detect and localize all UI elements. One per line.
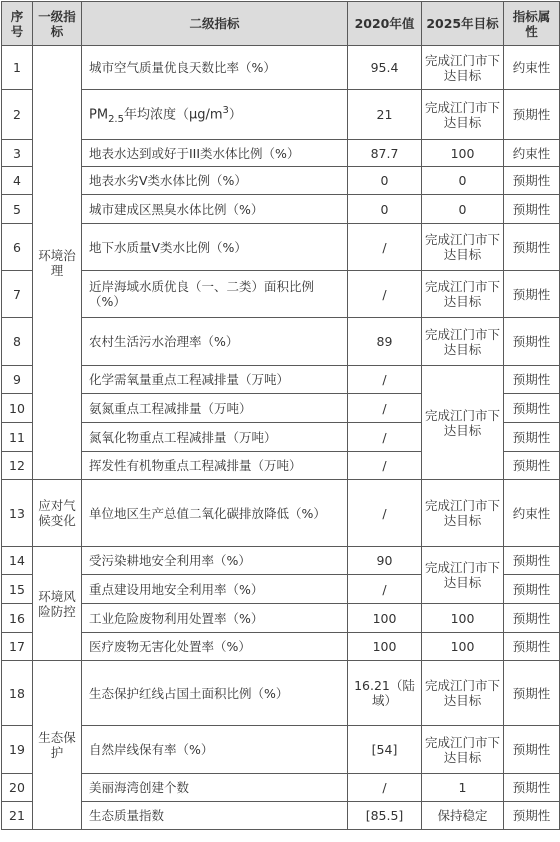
row-name: 医疗废物无害化处置率（%） [82,633,348,661]
row-2025: 100 [422,633,504,661]
row-attr: 预期性 [504,547,560,575]
row-2020: 0 [348,195,422,224]
row-no: 10 [2,394,33,423]
row-attr: 预期性 [504,633,560,661]
row-2020: / [348,423,422,452]
pm-label-post: ） [228,106,242,122]
table-row [2,224,560,271]
row-name: 生态保护红线占国土面积比例（%） [82,661,348,726]
table-row [2,547,560,575]
table-row [2,726,560,774]
row-no: 15 [2,575,33,604]
row-no: 6 [2,224,33,271]
row-attr: 预期性 [504,452,560,480]
row-name: 地表水劣Ⅴ类水体比例（%） [82,167,348,195]
row-2020: 100 [348,633,422,661]
row-no: 19 [2,726,33,774]
table-row [2,774,560,802]
row-attr: 预期性 [504,661,560,726]
row-2020: 100 [348,604,422,633]
row-attr: 预期性 [504,802,560,830]
row-2020: 21 [348,90,422,140]
category-climate: 应对气候变化 [33,480,82,547]
row-attr: 预期性 [504,575,560,604]
row-name: 工业危险废物利用处置率（%） [82,604,348,633]
table-row [2,661,560,726]
row-2020: 0 [348,167,422,195]
pm-label: PM [89,106,109,122]
row-2020: 90 [348,547,422,575]
table-row [2,480,560,547]
row-attr: 约束性 [504,480,560,547]
row-2025: 完成江门市下达目标 [422,726,504,774]
row-2025: 100 [422,140,504,167]
table-row [2,140,560,167]
row-attr: 预期性 [504,90,560,140]
row-no: 8 [2,318,33,366]
row-2020: / [348,224,422,271]
row-attr: 预期性 [504,394,560,423]
row-2025-merged: 完成江门市下达目标 [422,366,504,480]
row-no: 17 [2,633,33,661]
header-level2: 二级指标 [82,2,348,46]
table-row [2,366,560,394]
header-level1: 一级指标 [33,2,82,46]
row-2020: / [348,394,422,423]
table-row [2,633,560,661]
row-name: 城市空气质量优良天数比率（%） [82,46,348,90]
row-2020: 87.7 [348,140,422,167]
table-row [2,271,560,318]
row-2020: [54] [348,726,422,774]
row-name: 受污染耕地安全利用率（%） [82,547,348,575]
indicator-table [1,1,560,830]
row-no: 2 [2,90,33,140]
row-name [82,90,348,140]
table-row [2,167,560,195]
row-attr: 预期性 [504,318,560,366]
header-2020: 2020年值 [348,2,422,46]
row-attr: 预期性 [504,604,560,633]
row-attr: 预期性 [504,423,560,452]
row-no: 16 [2,604,33,633]
table-row [2,318,560,366]
row-2020: / [348,366,422,394]
row-no: 4 [2,167,33,195]
row-2020: 95.4 [348,46,422,90]
row-2025: 完成江门市下达目标 [422,480,504,547]
header-attr: 指标属性 [504,2,560,46]
row-2025: 完成江门市下达目标 [422,318,504,366]
row-2020: 16.21（陆域） [348,661,422,726]
row-2025: 0 [422,167,504,195]
row-2020: / [348,774,422,802]
row-no: 1 [2,46,33,90]
row-attr: 约束性 [504,140,560,167]
pm-subscript: 2.5 [108,113,124,125]
row-name: 农村生活污水治理率（%） [82,318,348,366]
table-row [2,195,560,224]
category-env: 环境治理 [33,46,82,480]
row-2025: 完成江门市下达目标 [422,90,504,140]
row-name: 生态质量指数 [82,802,348,830]
row-name: 单位地区生产总值二氧化碳排放降低（%） [82,480,348,547]
row-no: 18 [2,661,33,726]
row-no: 3 [2,140,33,167]
row-name: 化学需氧量重点工程减排量（万吨） [82,366,348,394]
row-2020: 89 [348,318,422,366]
row-2025: 1 [422,774,504,802]
row-attr: 预期性 [504,195,560,224]
header-2025: 2025年目标 [422,2,504,46]
row-no: 5 [2,195,33,224]
row-2020: [85.5] [348,802,422,830]
row-name: 氨氮重点工程减排量（万吨） [82,394,348,423]
row-attr: 预期性 [504,366,560,394]
row-2025: 保持稳定 [422,802,504,830]
row-attr: 预期性 [504,224,560,271]
row-2025: 100 [422,604,504,633]
row-name: 近岸海域水质优良（一、二类）面积比例（%） [82,271,348,318]
header-no: 序号 [2,2,33,46]
row-no: 21 [2,802,33,830]
row-no: 11 [2,423,33,452]
row-2025-merged: 完成江门市下达目标 [422,547,504,604]
row-attr: 约束性 [504,46,560,90]
pm-label-mid: 年均浓度（μg/m [123,106,223,122]
row-2025: 完成江门市下达目标 [422,46,504,90]
row-2025: 0 [422,195,504,224]
row-no: 12 [2,452,33,480]
category-risk: 环境风险防控 [33,547,82,661]
row-attr: 预期性 [504,271,560,318]
row-name: 重点建设用地安全利用率（%） [82,575,348,604]
row-name: 城市建成区黑臭水体比例（%） [82,195,348,224]
header-row [2,2,560,46]
row-name: 挥发性有机物重点工程减排量（万吨） [82,452,348,480]
table-row [2,604,560,633]
row-name: 地下水质量Ⅴ类水比例（%） [82,224,348,271]
unit-superscript: 3 [222,104,229,116]
row-no: 20 [2,774,33,802]
row-attr: 预期性 [504,774,560,802]
table-row [2,802,560,830]
row-2025: 完成江门市下达目标 [422,224,504,271]
row-2020: / [348,271,422,318]
row-attr: 预期性 [504,726,560,774]
table-row [2,90,560,140]
row-name: 美丽海湾创建个数 [82,774,348,802]
row-no: 7 [2,271,33,318]
row-2020: / [348,480,422,547]
row-2020: / [348,575,422,604]
row-no: 9 [2,366,33,394]
row-2025: 完成江门市下达目标 [422,661,504,726]
table-row [2,46,560,90]
category-eco: 生态保护 [33,661,82,830]
row-name: 地表水达到或好于III类水体比例（%） [82,140,348,167]
row-attr: 预期性 [504,167,560,195]
row-no: 14 [2,547,33,575]
row-no: 13 [2,480,33,547]
row-name: 氮氧化物重点工程减排量（万吨） [82,423,348,452]
row-name: 自然岸线保有率（%） [82,726,348,774]
row-2025: 完成江门市下达目标 [422,271,504,318]
row-2020: / [348,452,422,480]
